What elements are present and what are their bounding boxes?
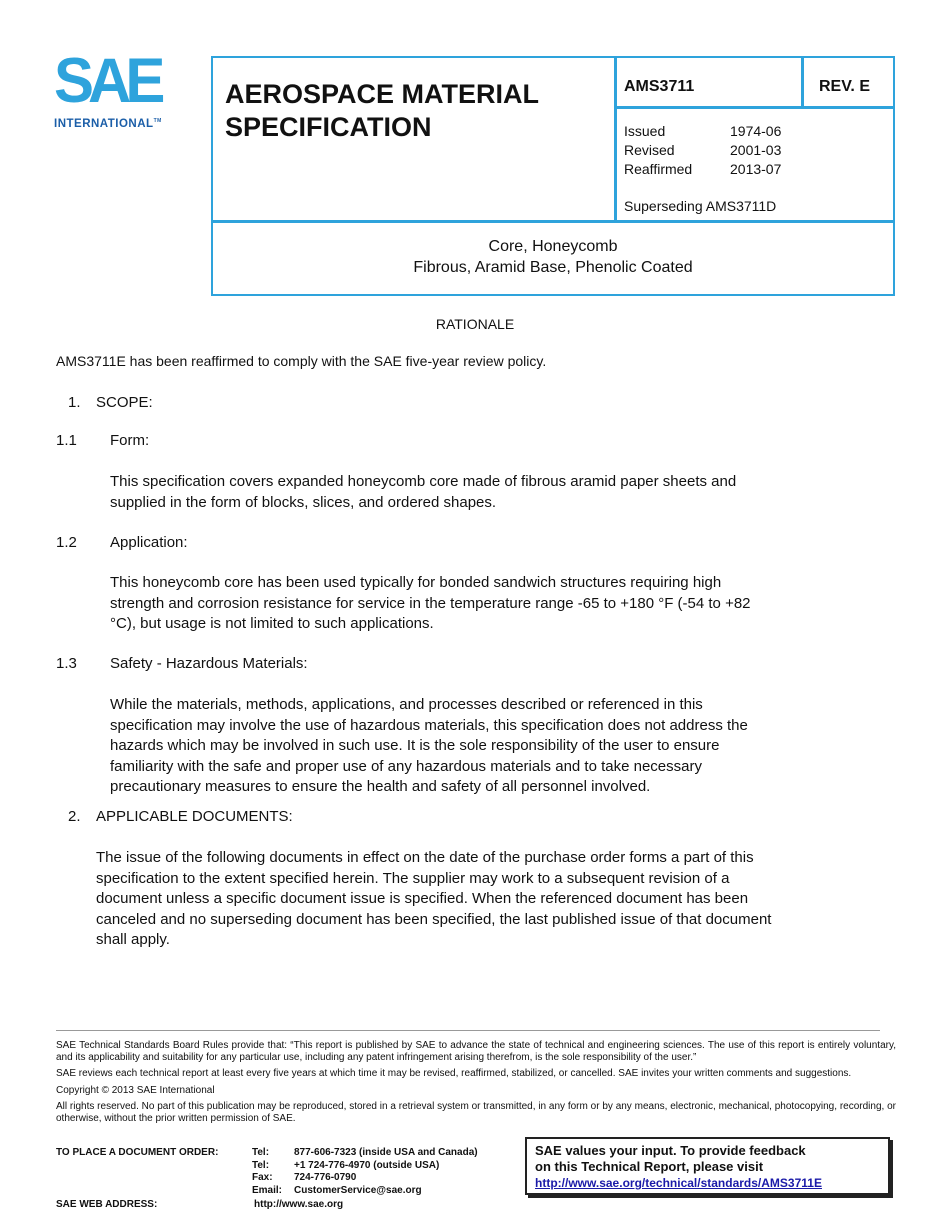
feedback-link[interactable]: http://www.sae.org/technical/standards/AMS3711E xyxy=(535,1176,822,1190)
section-number: 1. xyxy=(68,394,81,411)
footer-rule xyxy=(56,1030,880,1031)
section-number: 1.3 xyxy=(56,655,77,672)
footer-rights: All rights reserved. No part of this publication may be reproduced, stored in a retrieval system or transmitted, in any form or by any means, electronic, mechanical, photocopying, recording, or otherwise, without the prior written permission of SAE. xyxy=(56,1101,896,1124)
section-title: APPLICABLE DOCUMENTS: xyxy=(96,808,293,825)
section-body: While the materials, methods, applications, and processes described or referenced in this specification may involve the use of hazardous materials, this specification does not address the hazards which may be involved in such use. It is the sole responsibility of the user to ensure familiarity with the safe and proper use of any hazardous materials and to take necessary precautionary measures to ensure the health and safety of all personnel involved. xyxy=(110,696,748,795)
header-divider xyxy=(614,58,617,221)
subtitle-line: Fibrous, Aramid Base, Phenolic Coated xyxy=(413,259,693,276)
rationale-heading: RATIONALE xyxy=(435,316,515,332)
section-title: Safety - Hazardous Materials: xyxy=(110,655,308,672)
contact-row: Tel: +1 724-776-4970 (outside USA) xyxy=(252,1159,440,1171)
rationale-text: AMS3711E has been reaffirmed to comply with the SAE five-year review policy. xyxy=(56,353,547,369)
sae-logo xyxy=(52,45,182,142)
section-body: This honeycomb core has been used typically for bonded sandwich structures requiring high strength and corrosion resistance for service in the temperature range -65 to +180 °F (-54 to +82 °C), but usage is not limited to such applications. xyxy=(110,574,751,632)
section-title: Application: xyxy=(110,534,188,551)
section-number: 2. xyxy=(68,808,81,825)
header-divider xyxy=(801,58,804,108)
contact-row: Email: CustomerService@sae.org xyxy=(252,1184,422,1196)
subtitle-line: Core, Honeycomb xyxy=(488,238,618,255)
footer xyxy=(56,1040,896,1129)
superseding-note: Superseding AMS3711D xyxy=(624,198,777,214)
section-title: Form: xyxy=(110,432,150,449)
section-body: This specification covers expanded honeycomb core made of fibrous aramid paper sheets and supplied in the form of blocks, slices, and ordered shapes. xyxy=(110,473,737,511)
contact-row: Fax: 724-776-0790 xyxy=(252,1172,357,1183)
revision-label: REV. E xyxy=(819,78,870,95)
contact-row: Tel: 877-606-7323 (inside USA and Canada) xyxy=(252,1147,478,1158)
section-number: 1.2 xyxy=(56,534,77,551)
web-label: SAE WEB ADDRESS: xyxy=(56,1199,158,1210)
contact-list xyxy=(252,1147,522,1197)
footer-copyright: Copyright © 2013 SAE International xyxy=(56,1084,215,1096)
order-label: TO PLACE A DOCUMENT ORDER: xyxy=(56,1147,219,1158)
footer-review-note: SAE reviews each technical report at least every five years at which time it may be revised, reaffirmed, stabilized, or cancelled. SAE invites your written comments and suggestions. xyxy=(56,1068,852,1079)
section-number: 1.1 xyxy=(56,432,77,449)
web-address[interactable]: http://www.sae.org xyxy=(254,1199,344,1210)
feedback-box: SAE values your input. To provide feedback on this Technical Report, please visit http://www.sae.org/technical/standards/AMS3711E xyxy=(525,1137,890,1195)
document-title: AEROSPACE MATERIAL SPECIFICATION xyxy=(225,79,540,142)
document-number: AMS3711 xyxy=(624,78,695,95)
header-divider xyxy=(213,220,893,223)
section-body: The issue of the following documents in effect on the date of the purchase order forms a part of this specification to the extent specified herein. The supplier may work to a subsequent revision of a document unless a specific document issue is specified. When the referenced document has been canceled and no superseding document has been specified, the last published issue of that document shall apply. xyxy=(96,849,772,948)
footer-disclaimer: SAE Technical Standards Board Rules provide that: “This report is published by SAE to advance the state of technical and engineering sciences. The use of this report is entirely voluntary, and its applicability and suitability for any particular use, including any patent infringement arising therefrom, is the sole responsibility of the user.” xyxy=(56,1040,896,1063)
header-box: AEROSPACE MATERIAL SPECIFICATION AMS3711 REV. E Issued 1974-06 Revised 2001-03 Reaffirmed 2013-07 Superseding AMS3711D Core, Honeycomb Fibrous, Aramid Base, Phenolic Coated xyxy=(211,56,895,296)
sae-logo-subtext: INTERNATIONAL™ xyxy=(54,118,162,130)
header-divider xyxy=(614,106,894,109)
section-title: SCOPE: xyxy=(96,394,153,411)
sae-logo-mark: SAE xyxy=(54,45,160,116)
